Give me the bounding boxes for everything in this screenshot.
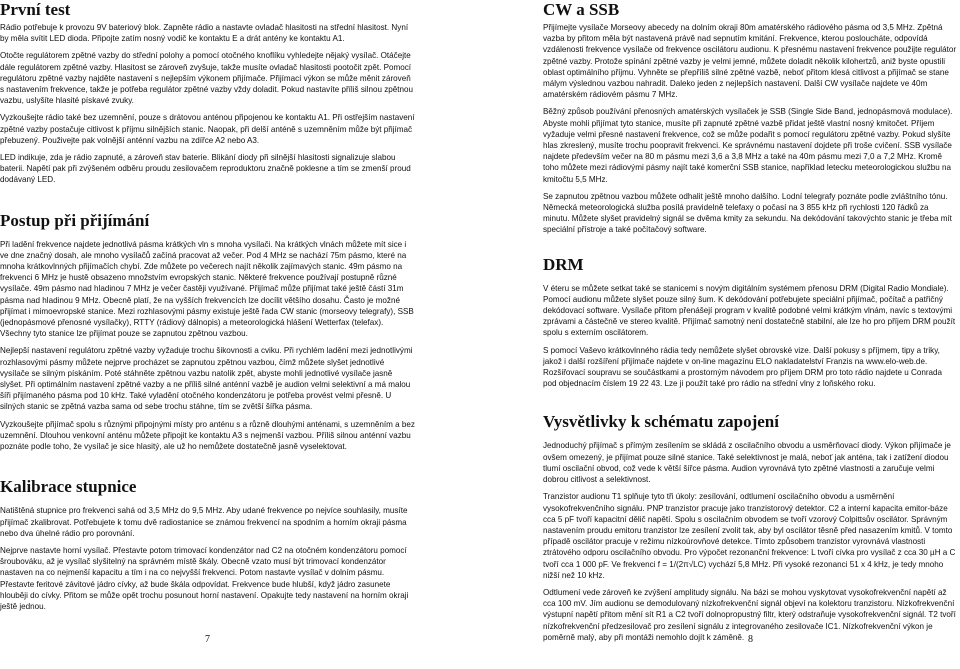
paragraph: Se zapnutou zpětnou vazbou můžete odhalit ještě mnoho dalšího. Lodní telegrafy poznáte podle zvláštního tónu. Německá meteorologická služba posílá pravidelně telefaxy o počasí na 3 855 kHz při rychlosti 120 řádků za minutu. Můžete slyšet pravidelný signál se dvěma kmity za sekundu. Na dekódování takovýchto stanic je třeba mít speciální přístroje a také počítačový software. xyxy=(543,191,952,235)
paragraph: Jednoduchý přijímač s přímým zesílením se skládá z oscilačního obvodu a usměrňovací diody. Výkon přijímače je ovšem omezený, je přijímat pouze silné stanice. Také selektivnost je malá, neboť jak anténa, tak i zatížení diodou tlumí oscilační obvod, což vede k větší šířce pásma. Audion vyrovnává tyto zpětné vlastnosti a zaručuje velmi dobrou citlivost a selektivnost. xyxy=(543,441,951,485)
paragraph: Vyzkoušejte přijímač spolu s různými připojnými místy pro anténu s a různě dlouhými anténami, s uzemněním a bez uzemnění. Dlouhou venkovní anténu můžete připojit ke kontaktu A3 s nejmenší vazbou. Příliš silnou anténní vazbu poznáte podle toho, že vysílač je sice hlasitý, ale už ho nemůžete dostatečně jasně vyselektovat. xyxy=(0,419,415,452)
paragraph: Rádio potřebuje k provozu 9V bateriový blok. Zapněte rádio a nastavte ovladač hlasitosti na střední hlasitost. Nyní by měla svítit LED dioda. Připojte zatím nosný vodič ke kontaktu E a drát antény ke kontaktu A1. xyxy=(0,23,409,44)
paragraph: Odtlumení vede zároveň ke zvýšení amplitudy signálu. Na bázi se mohou vyskytovat vysokofrekvenční napětí až cca 100 mV. Jím audionu se demodulovaný nízkofrekvenční signál objeví na kolektoru tranzistoru. Nízkofrekvenční výstupní napětí přitom mění sít R1 a C2 tvoří dolnopropustný filtr, který odstraňuje vysokofrekvenční signál. T2 tvoří nízkofrekvenční předzesilovač pro zesílení signálu z integrovaného zesilovače IC1. Nízkofrekvenční výkon je poměrně malý, aby při montáži nemohlo dojít k záměně. xyxy=(543,587,956,642)
heading-prvni-test: První test xyxy=(0,0,71,19)
paragraph: LED indikuje, zda je rádio zapnuté, a zároveň stav baterie. Blikání diody při silnější hlasitosti signalizuje slabou baterii. Napětí pak při zvýšeném odběru proudu zesilovačem reproduktoru značně poklesne a tím se zmenší proud dodávaný LED. xyxy=(0,153,411,185)
heading-cw-ssb: CW a SSB xyxy=(543,0,620,19)
paragraph: Při ladění frekvence najdete jednotlivá pásma krátkých vln s mnoha vysílači. Na krátkých vlnách můžete mít sice i ve dne značný dosah, ale mnoho vysílačů začíná pracovat až večer. Pod 4 MHz se nachází 75m pásmo, které na mnoha krátkovlnných přijímačích chybí. Zde můžete po večerech najít několik zajímavých stanic. 49m pásmo na frekvenci 6 MHz je hustě obsazeno množstvím evropských stanic. Některé frekvence používají postupně různé vysílače. 49m pásmo nad hladinou 7 MHz je večer častěji využívané. Přijímač může přijímat také ještě částí 31m pásma nad hladinou 9 MHz. Obecně platí, že na vyšších frekvencích lze docílit většího dosahu. Často je možné přijímat i mimoevropské stanice. Mezi rozhlasovými pásmy existuje ještě řada CW stanic (morseovy telegrafy), SSB (jednopásmové přenosné vysílačky), RTTY (rádiový dálnopis) a meteorologická hlášení Wetterfax (telefax). Všechny tyto stanice lze přijímat pouze se zapnutou zpětnou vazbou. xyxy=(0,239,414,339)
paragraph: Natištěná stupnice pro frekvenci sahá od 3,5 MHz do 9,5 MHz. Aby udané frekvence po nejvíce souhlasily, musíte přijímač zkalibrovat. Potřebujete k tomu dvě radiostanice se známou frekvencí na spodním a horním okraji pásma nebo dva úhelné rádio pro porovnání. xyxy=(0,506,408,538)
paragraph: Tranzistor audionu T1 splňuje tyto tři úkoly: zesílování, odtlumení oscilačního obvodu a usměrnění vysokofrekvenčního signálu. PNP tranzistor pracuje jako tranzistorový detektor. C2 a interní kapacita emitor-báze cca 5 pF tvoří kapacitní dělič napětí. Spolu s oscilačním obvodem se tvoří vzorový Colpittsův oscilátor. Správným nastavením proudu emitoru tranzistor lze zesílení zvolit tak, aby byl oscilátor těsně před nasazením kmitů. V tomto případě oscilátor pracuje v režimu nízkoúrovňové detekce. Tímto způsobem tranzistor vyrovnává vlastnosti ztrátového odporu oscilačního obvodu. Pro výpočet rezonanční frekvence: L tvoří cívka pro vysílač z cca 30 µH a C tvoří cca 1 000 pF. Ve frekvenci f = 1/(2π√LC) vychází 5,8 MHz. Při vysoké rezonanci 51 x 4 kHz, je tedy mnoho nižší než 10 kHz. xyxy=(543,492,956,580)
paragraph: Vyzkoušejte rádio také bez uzemnění, pouze s drátovou anténou připojenou ke kontaktu A1. Při ostřejším nastavení zpětné vazby postačuje citlivost k příjmu silnějších stanic. Naopak, při delší anténě s uzemněním může být přijímač přebuzený. Použivejte pak volnější anténní vazbu na zdířce A2 nebo A3. xyxy=(0,113,415,145)
heading-postup: Postup při přijímání xyxy=(0,210,150,230)
heading-drm: DRM xyxy=(543,254,584,274)
page-number-left: 7 xyxy=(205,634,210,645)
heading-kalibrace: Kalibrace stupnice xyxy=(0,477,137,497)
paragraph: Nejlepší nastavení regulátoru zpětné vazby vyžaduje trochu šikovnosti a cviku. Při rychlém ladění mezi jednotlivými rozhlasovými pásmy můžete nejprve procházet se zapnutou zpětnou vazbou, čímž můžete slyšet jednotlivé vysílače se silným pískáním. Poté stáhněte zpětnou vazbu natolik zpět, abyste mohli jednotlivé vysílače jasně slyšet. Při optimálním nastavení zpětné vazby a ne příliš silné anténní vazbě je audion velmi selektivní a má malou šíři přijímaného pásma pod 10 kHz. Také vyladění otočného kondenzátoru je potřeba provést velmi přesně. U silných stanic se zpětná vazba sama od sebe trochu stáhne, tím se zvětší šířka pásma. xyxy=(0,346,413,412)
left-page xyxy=(0,0,415,612)
page-number-right: 8 xyxy=(748,634,753,645)
paragraph: Otočte regulátorem zpětné vazby do střední polohy a pomocí otočného knoflíku vyhledejte nějaký vysílač. Otáčejte dále regulátorem zpětné vazby. Hlasitost se zároveň zvyšuje, takže musíte ovladač hlasitosti pootočit zpět. Pomocí regulátoru zpětné vazby najděte nastavení s nejlepším výkonem přijímače. Přijímací výkon se může měnit zároveň s nastavením frekvence, takže je potřeba regulátor zpětné vazby vždy doladit. Pokud nastavíte příliš silnou zpětnou vazbu, uslyšíte hlasité pískavé zvuky. xyxy=(0,51,414,106)
paragraph: Nejprve nastavte horní vysílač. Přestavte potom trimovací kondenzátor nad C2 na otočném kondenzátoru pomocí šroubováku, až je vysílač slyšitelný na správném místě škály. Obecně vzato musí být trimovací kondenzátor nastaven na co nejmenší kapacitu a tím i na co nejvyšší frekvenci. Potom nastavte vysílač v dolním pásmu. Přestavte feritové závitové jádro cívky, až bude škála odpovídat. Frekvence bude hlubší, když jádro zasunete hlouběji do cívky. Přitom se může opět trochu posunout horní nastavení. Opakujte tedy nastavení na horním okraji ještě jednou. xyxy=(0,545,409,611)
paragraph: S pomocí Vaševo krátkovlnného rádia tedy nemůžete slyšet obrovské vize. Další pokusy s příjmem, tipy a triky, jakož i další rozšíření přijímače najdete v on-line magazínu ELO nakladatelství Franzis na www.elo-web.de. Rozšiřovací soupravu se součástkami a prostorným návodem pro příjem DRM pro toto rádio najdete u Conrada pod objednacím číslem 19 22 43. Lze ji použít také pro rádio na střední vlny z loňského roku. xyxy=(543,345,943,389)
paragraph: V éteru se můžete setkat také se stanicemi s novým digitálním systémem přenosu DRM (Digital Radio Mondiale). Pomocí audionu můžete slyšet pouze silný šum. K dekódování potřebujete speciální přijímač, počítač a patřičný dekódovací software. Vysílače přitom přenášejí program v kvalitě podobné velmi krátkým vlnám, navíc s textovými zprávami a částečně ve stereo kvalitě. Přijímač samotný není dostatečně stabilní, ale lze ho pro příjem DRM použít spolu s externím oscilátorem. xyxy=(543,283,956,338)
heading-vysvetlivky: Vysvětlivky k schématu zapojení xyxy=(543,412,779,432)
paragraph: Přijímejte vysílače Morseovy abecedy na dolním okraji 80m amatérského rádiového pásma od 3,5 MHz. Zpětná vazba by přitom měla být nastavená právě nad sepnutím kmitání. Frekvence, kterou posloucháte, odpovídá vzdálenosti frekvence vysílače od frekvence oscilátoru audionu. K přesnému nastavení frekvence použijte regulátor zpětné vazby. Protože spínání zpětné vazby je velmi jemné, můžete doladit několik kilohertzů, aniž byste opustili oblast optimálního příjmu. Vyhněte se přepříliš silné zpětné vazbě, neboť přitom klesá citlivost a přijímač se stane málym výslednou vazbou nahradit. Daleko jeden z nejlepších nastavení. Další CW vysílače najdete ve 40m amatérském rádiovém pásmu 7 MHz. xyxy=(543,23,957,100)
right-page xyxy=(543,0,957,643)
paragraph: Běžný způsob používání přenosných amatérských vysílaček je SSB (Single Side Band, jednopásmová modulace). Abyste mohli přijímat tyto stanice, musíte při zapnuté zpětné vazbě přidat ještě vlastní nosný kmitočet. Příjem vyžaduje velmi přesné nastavení frekvence, což se může podařit s pomocí regulátoru zpětné vazby. Pokud slyšíte hlas zkreslený, musíte trochu poopravit frekvenci. Ke správnému nastavení dojdete při troše cvičení. SSB vysílače najdete především večer na 80 m pásmu mezi 3,6 a 3,8 MHz a také na 40m pásmu mezi 7,0 a 7,2 MHz. Kromě toho můžete mezi rádiovými pásmy najít také komerční SSB stanice, například letecku meteorologickou službu na kmitočtu 5,5 MHz. xyxy=(543,107,953,184)
